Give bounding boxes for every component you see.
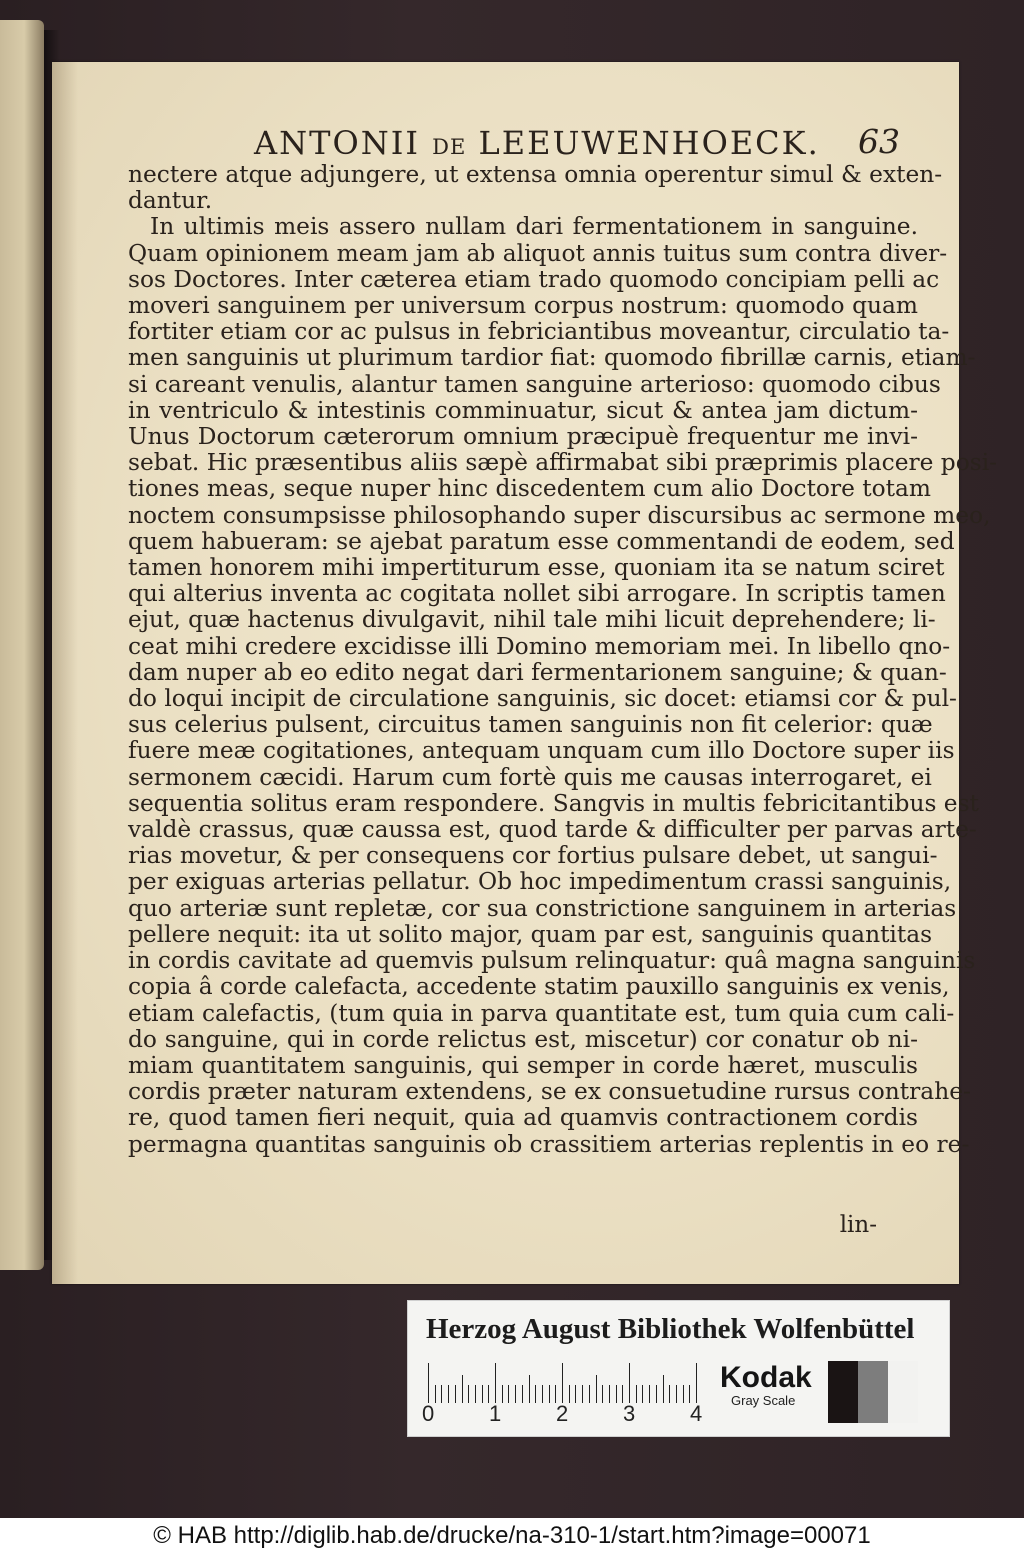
- ruler-number: 3: [623, 1401, 636, 1426]
- text-line: sermonem cæcidi. Harum cum fortè quis me causas interrogaret, ei: [128, 763, 932, 791]
- ruler-tick: [669, 1385, 670, 1403]
- ruler-tick: [428, 1363, 429, 1403]
- ruler-tick: [609, 1385, 610, 1403]
- text-line: ceat mihi credere excidisse illi Domino memoriam mei. In libello qno-: [128, 632, 951, 660]
- text-line: per exiguas arterias pellatur. Ob hoc impedimentum crassi sanguinis,: [128, 868, 952, 896]
- text-line: tamen honorem mihi impertiturum esse, quoniam ita se natum sciret: [128, 554, 945, 582]
- ruler-tick: [475, 1385, 476, 1403]
- ruler-tick: [656, 1385, 657, 1403]
- text-line: in ventriculo & intestinis comminuatur, sicut & antea jam dictum-: [128, 396, 918, 424]
- previous-page-edge: [0, 20, 44, 1270]
- footer-credit: © HAB http://diglib.hab.de/drucke/na-310-1/start.htm?image=00071: [153, 1522, 871, 1549]
- text-line: sebat. Hic præsentibus aliis sæpè affirmabat sibi præprimis placere posi-: [128, 449, 998, 477]
- ruler-tick: [649, 1385, 650, 1403]
- ruler-tick: [663, 1375, 664, 1403]
- text-line: Unus Doctorum cæterorum omnium præcipuè frequentur me invi-: [128, 423, 918, 451]
- ruler-tick: [455, 1385, 456, 1403]
- ruler-tick: [535, 1385, 536, 1403]
- body-text: [128, 161, 998, 1158]
- ruler-tick: [629, 1363, 630, 1403]
- color-target-card: [407, 1300, 950, 1437]
- text-line: quo arteriæ sunt repletæ, cor sua constrictione sanguinem in arterias: [128, 894, 957, 922]
- ruler-tick: [575, 1385, 576, 1403]
- ruler-tick: [441, 1385, 442, 1403]
- text-line: ejut, quæ hactenus divulgavit, nihil tale mihi licuit deprehendere; li-: [128, 606, 936, 634]
- ruler-tick: [482, 1385, 483, 1403]
- ruler-tick: [448, 1385, 449, 1403]
- ruler-tick: [462, 1375, 463, 1403]
- ruler-tick: [508, 1385, 509, 1403]
- text-line: in cordis cavitate ad quemvis pulsum relinquatur: quâ magna sanguinis: [128, 947, 976, 975]
- text-line: rias movetur, & per consequens cor fortius pulsare debet, ut sangui-: [128, 842, 938, 870]
- text-line: re, quod tamen fieri nequit, quia ad quamvis contractionem cordis: [128, 1104, 918, 1132]
- ruler-tick: [468, 1385, 469, 1403]
- running-head: [254, 124, 820, 162]
- ruler-tick: [616, 1385, 617, 1403]
- ruler-tick: [562, 1363, 563, 1403]
- running-head-name: ANTONII: [254, 124, 420, 162]
- text-line: fuere meæ cogitationes, antequam unquam cum illo Doctore super iis: [128, 737, 955, 765]
- ruler-tick: [529, 1375, 530, 1403]
- ruler-tick: [522, 1385, 523, 1403]
- ruler-tick: [602, 1385, 603, 1403]
- page-number: 63: [858, 122, 900, 161]
- scale-ruler: [428, 1363, 696, 1403]
- text-line: nectere atque adjungere, ut extensa omnia operentur simul & exten-: [128, 161, 943, 188]
- text-line: do loqui incipit de circulatione sanguinis, sic docet: etiamsi cor & pul-: [128, 685, 957, 713]
- text-line: do sanguine, qui in corde relictus est, miscetur) cor conatur ob ni-: [128, 1025, 918, 1053]
- gray-swatch: [828, 1361, 858, 1423]
- ruler-tick: [696, 1363, 697, 1403]
- book-page: [52, 62, 998, 1284]
- text-line: noctem consumpsisse philosophando super discursibus ac sermone meo,: [128, 501, 991, 529]
- text-line: permagna quantitas sanguinis ob crassitiem arterias replentis in eo re-: [128, 1130, 970, 1158]
- text-line: valdè crassus, quæ caussa est, quod tarde & difficulter per parvas arte-: [128, 816, 977, 844]
- gray-swatches: [828, 1361, 918, 1423]
- footer-strip: [0, 1518, 1024, 1553]
- ruler-number: 1: [489, 1401, 502, 1426]
- page-gutter: [52, 62, 78, 1284]
- text-line: miam quantitatem sanguinis, qui semper in corde hæret, musculis: [128, 1051, 918, 1079]
- ruler-tick: [542, 1385, 543, 1403]
- text-line: tiones meas, seque nuper hinc discedentem cum alio Doctore totam: [128, 475, 932, 503]
- text-line: pellere nequit: ita ut solito major, quam par est, sanguinis quantitas: [128, 920, 933, 948]
- ruler-tick: [636, 1385, 637, 1403]
- text-line: quem habueram: se ajebat paratum esse commentandi de eodem, sed: [128, 527, 955, 555]
- library-name: Herzog August Bibliothek Wolfenbüttel: [426, 1313, 915, 1345]
- gray-swatch: [858, 1361, 888, 1423]
- text-line: In ultimis meis assero nullam dari fermentationem in sanguine.: [150, 213, 918, 241]
- ruler-tick: [642, 1385, 643, 1403]
- gray-swatch: [888, 1361, 918, 1423]
- ruler-tick: [596, 1375, 597, 1403]
- text-line: sequentia solitus eram respondere. Sangvis in multis febricitantibus est: [128, 789, 979, 817]
- ruler-number: 0: [422, 1401, 435, 1426]
- text-line: si careant venulis, alantur tamen sanguine arterioso: quomodo cibus: [128, 370, 941, 398]
- ruler-tick: [569, 1385, 570, 1403]
- ruler-tick: [495, 1363, 496, 1403]
- text-line: dantur.: [128, 187, 213, 215]
- text-line: sus celerius pulsent, circuitus tamen sanguinis non fit celerior: quæ: [128, 711, 933, 739]
- ruler-tick: [582, 1385, 583, 1403]
- text-line: qui alterius inventa ac cogitata nollet sibi arrogare. In scriptis tamen: [128, 580, 946, 608]
- running-head-surname: LEEUWENHOECK.: [478, 124, 820, 162]
- gray-scale-label: Gray Scale: [731, 1393, 796, 1408]
- text-line: etiam calefactis, (tum quia in parva quantitate est, tum quia cum cali-: [128, 999, 955, 1027]
- text-line: copia â corde calefacta, accedente statim pauxillo sanguinis ex venis,: [128, 973, 950, 1001]
- kodak-logo: Kodak: [720, 1361, 812, 1394]
- text-line: cordis præter naturam extendens, se ex consuetudine rursus contrahe-: [128, 1078, 971, 1106]
- ruler-tick: [502, 1385, 503, 1403]
- text-line: dam nuper ab eo edito negat dari fermentarionem sanguine; & quan-: [128, 658, 947, 686]
- ruler-tick: [683, 1385, 684, 1403]
- text-line: sos Doctores. Inter cæterea etiam trado quomodo concipiam pelli ac: [128, 265, 940, 293]
- ruler-tick: [435, 1385, 436, 1403]
- ruler-tick: [676, 1385, 677, 1403]
- ruler-number: 4: [690, 1401, 703, 1426]
- ruler-tick: [515, 1385, 516, 1403]
- text-line: moveri sanguinem per universum corpus nostrum: quomodo quam: [128, 292, 918, 320]
- ruler-tick: [549, 1385, 550, 1403]
- running-head-particle: DE: [432, 135, 467, 159]
- text-line: Quam opinionem meam jam ab aliquot annis tuitus sum contra diver-: [128, 239, 948, 267]
- ruler-tick: [589, 1385, 590, 1403]
- ruler-number: 2: [556, 1401, 569, 1426]
- text-line: fortiter etiam cor ac pulsus in febriciantibus moveantur, circulatio ta-: [128, 318, 950, 346]
- text-line: men sanguinis ut plurimum tardior fiat: quomodo fibrillæ carnis, etiam-: [128, 344, 976, 372]
- catchword: lin-: [839, 1212, 877, 1238]
